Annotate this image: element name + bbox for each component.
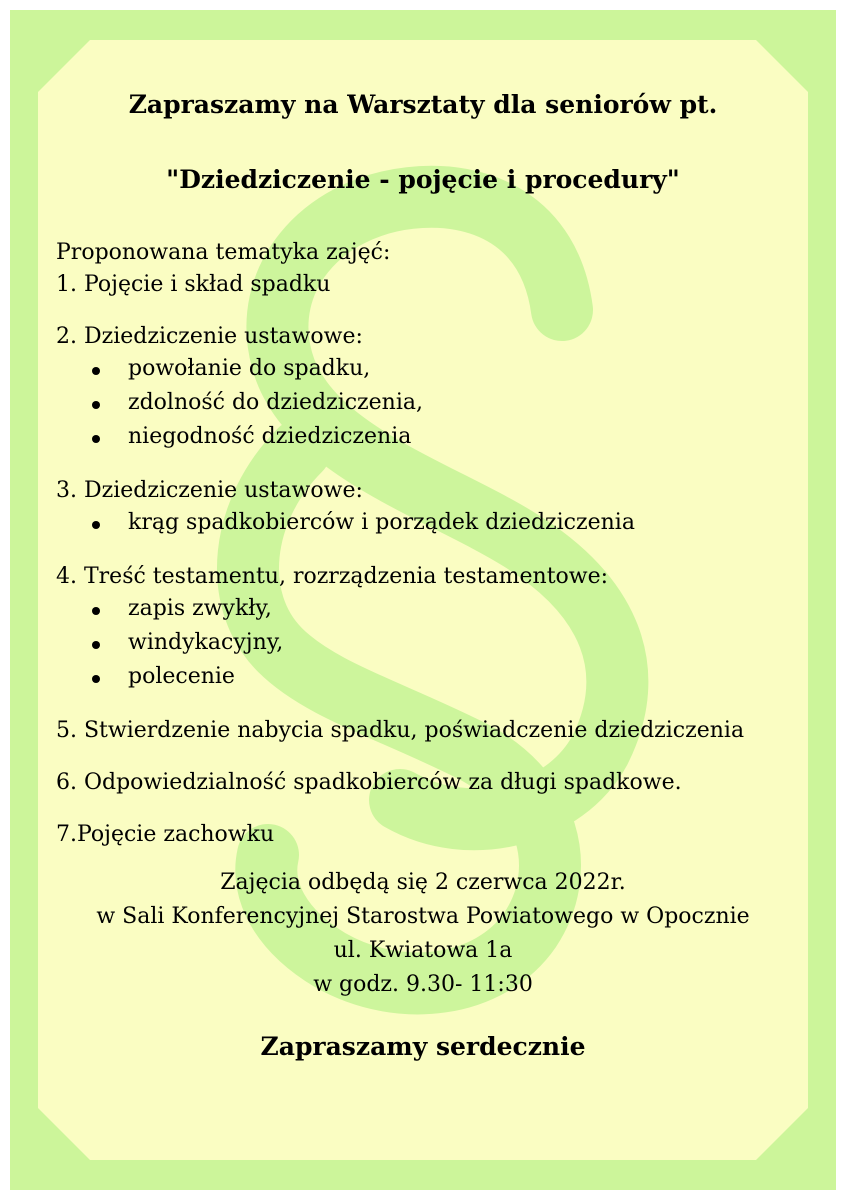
topic-7: 7.Pojęcie zachowku: [56, 822, 275, 847]
list-item: niegodność dziedziczenia: [56, 421, 816, 455]
topic-1: 1. Pojęcie i skład spadku: [56, 272, 331, 297]
list-item: zdolność do dziedziczenia,: [56, 387, 816, 421]
bullet-icon: [92, 641, 100, 649]
bullet-icon: [92, 367, 100, 375]
closing-invitation: Zapraszamy serdecznie: [260, 1032, 586, 1061]
list-item: krąg spadkobierców i porządek dziedziczenia: [56, 507, 816, 541]
topics-intro: Proponowana tematyka zajęć:: [56, 240, 391, 265]
bullet-icon: [92, 675, 100, 683]
heading-workshop-title: "Dziedziczenie - pojęcie i procedury": [166, 165, 680, 194]
list-item: windykacyjny,: [56, 627, 816, 661]
topic-5: 5. Stwierdzenie nabycia spadku, poświadczenie dziedziczenia: [56, 718, 745, 743]
event-info: [0, 866, 846, 1002]
event-date: Zajęcia odbędą się 2 czerwca 2022r.: [220, 870, 626, 895]
list-item: polecenie: [56, 661, 816, 695]
event-place: w Sali Konferencyjnej Starostwa Powiatowego w Opocznie: [96, 904, 750, 929]
topic-4: 4. Treść testamentu, rozrządzenia testamentowe:: [56, 564, 609, 589]
topic-2: 2. Dziedziczenie ustawowe:: [56, 324, 363, 349]
bullet-icon: [92, 521, 100, 529]
list-item: powołanie do spadku,: [56, 353, 816, 387]
list-item: zapis zwykły,: [56, 593, 816, 627]
event-time: w godz. 9.30- 11:30: [313, 972, 533, 997]
bullet-icon: [92, 607, 100, 615]
topics-list: [56, 237, 816, 851]
topic-6: 6. Odpowiedzialność spadkobierców za długi spadkowe.: [56, 770, 682, 795]
event-address: ul. Kwiatowa 1a: [333, 938, 513, 963]
bullet-icon: [92, 435, 100, 443]
heading-invitation: Zapraszamy na Warsztaty dla seniorów pt.: [128, 90, 718, 119]
topic-3: 3. Dziedziczenie ustawowe:: [56, 478, 363, 503]
bullet-icon: [92, 401, 100, 409]
